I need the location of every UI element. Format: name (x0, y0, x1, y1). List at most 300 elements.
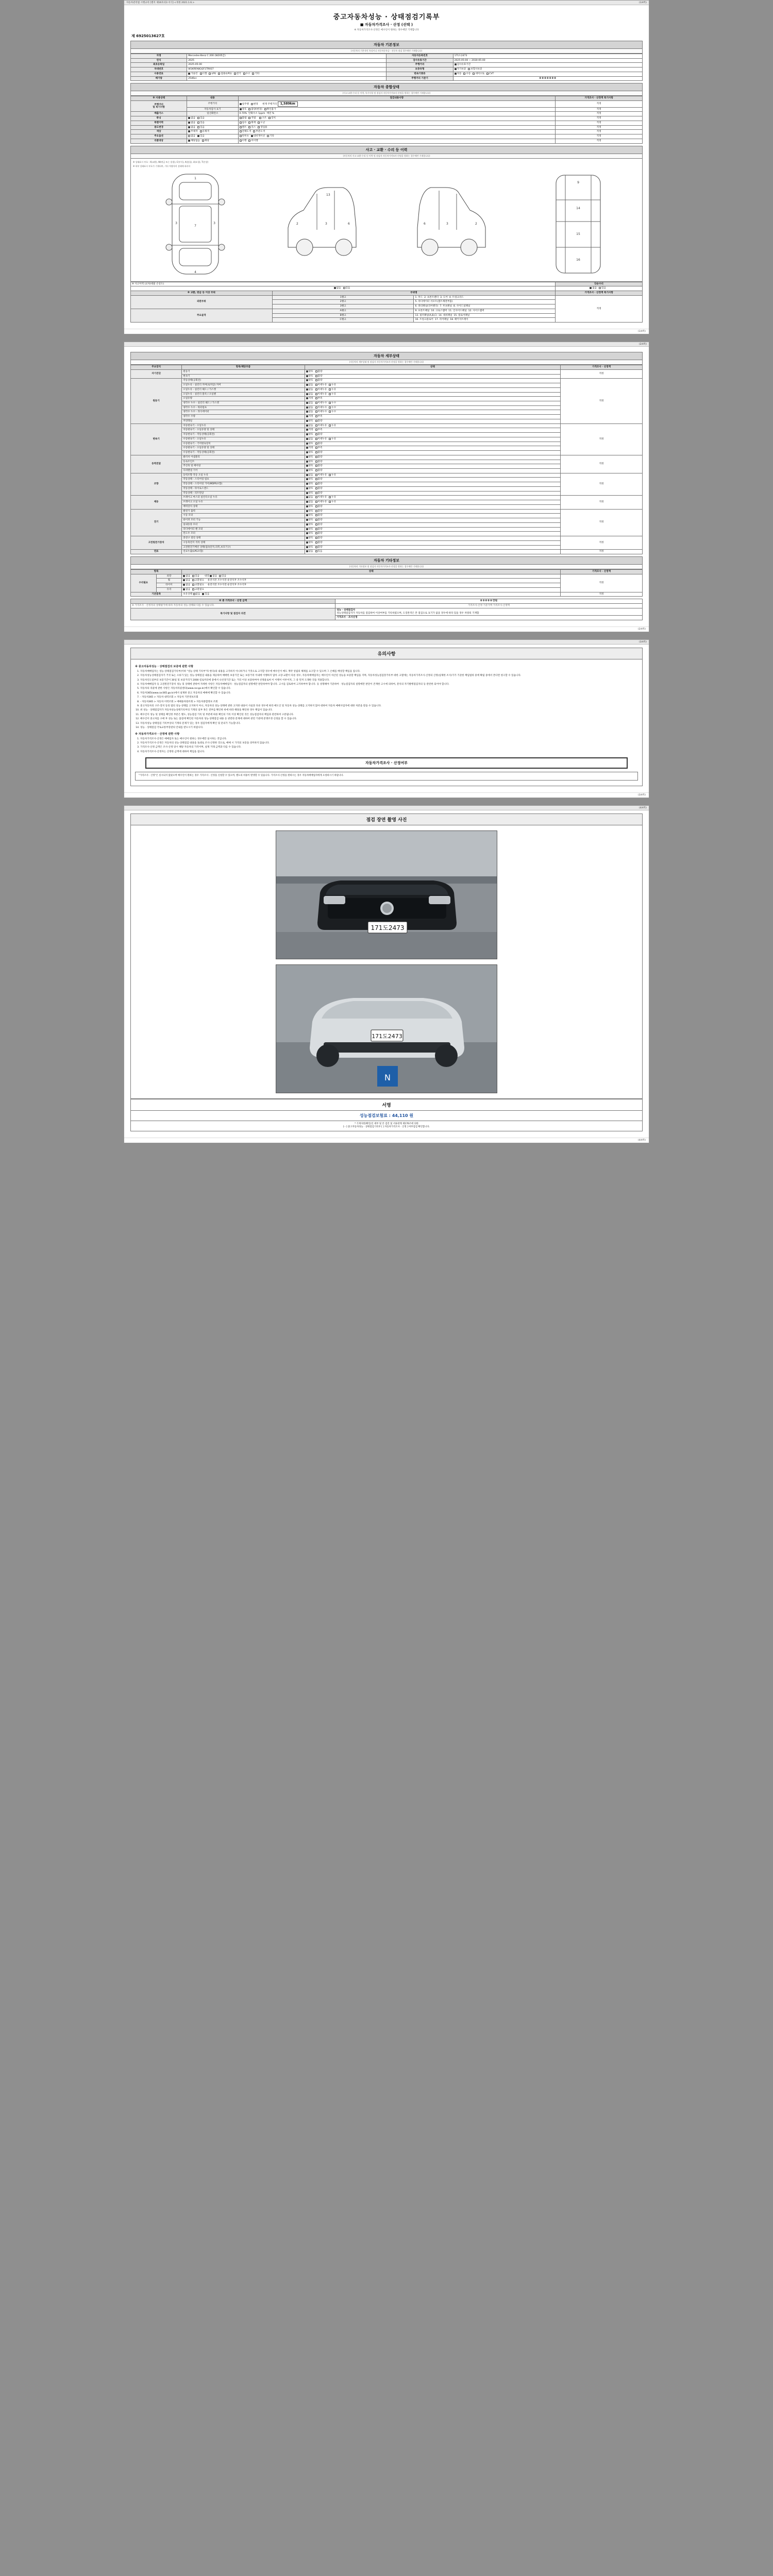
checkbox-option[interactable]: 양호 (306, 469, 313, 472)
svg-text:171도2473: 171도2473 (371, 924, 405, 931)
checkbox-icon[interactable] (315, 425, 317, 427)
checkbox-icon[interactable] (306, 478, 308, 480)
detail-item-label: 오일유량 (182, 397, 305, 401)
checkbox-icon[interactable] (329, 402, 331, 404)
page-3-topbar (124, 640, 649, 645)
detail-item-state (305, 392, 561, 397)
price-assessment: 적정 (556, 295, 643, 322)
checkbox-option[interactable]: 양호 (306, 478, 313, 481)
checkbox-icon[interactable] (315, 492, 317, 494)
cell-value: 전체도색 부분도색 (238, 130, 556, 134)
checkbox-icon[interactable] (306, 537, 308, 539)
signature-footer (130, 1121, 643, 1131)
checkbox-option[interactable]: 양호 (306, 523, 313, 527)
checkbox-icon[interactable] (329, 393, 331, 395)
cell-label: 주행거리 (187, 101, 238, 108)
detail-item-state (305, 536, 561, 541)
checkbox-option[interactable]: 누유 (329, 496, 336, 499)
checkbox-option[interactable]: 없음 (306, 496, 313, 499)
svg-text:2: 2 (475, 222, 477, 226)
checkbox-option[interactable]: 양호 (306, 379, 313, 382)
summary-table (130, 599, 643, 620)
checkbox-icon[interactable] (306, 397, 308, 399)
checkbox-option[interactable]: 적정 (306, 447, 313, 450)
checkbox-icon[interactable] (315, 550, 317, 552)
checkbox-option[interactable]: 미세누유 (315, 388, 327, 392)
table-row (131, 369, 643, 374)
special-value: 성능상태점검자가 자동차를 점검하여 이상여부를 기록하였으며, 도장흔적은 본 점검으로 표기가 없을 경우에 따라 있을 경우 차량의 기재함 (337, 612, 479, 615)
checkbox-option[interactable]: 누유 (329, 438, 336, 441)
car-side-right-diagram (410, 170, 493, 278)
checkbox-option[interactable]: 누유 (329, 388, 336, 392)
checkbox-option[interactable]: 불량 (315, 519, 323, 522)
svg-text:14: 14 (576, 206, 580, 210)
checkbox-option[interactable]: 미세누유 (315, 384, 327, 387)
table-row (131, 282, 643, 286)
checkbox-icon[interactable] (315, 510, 317, 512)
checkbox-option[interactable]: 양호 (306, 483, 313, 486)
price-assessment: 적정 (561, 536, 643, 550)
detail-item-label: 구동축전지 격리 상태 (182, 540, 305, 545)
checkbox-icon[interactable] (306, 514, 308, 516)
checkbox-option[interactable]: 없음 (306, 501, 313, 504)
checkbox-icon[interactable] (306, 501, 308, 503)
checkbox-option[interactable]: 누유 (329, 425, 336, 428)
col-header: 가격조사 · 산정액 특기사항 (556, 291, 643, 295)
checkbox-option[interactable]: 양호 (306, 433, 313, 436)
checkbox-option[interactable]: 불량 (315, 483, 323, 486)
detail-item-state (305, 379, 561, 383)
table-row (131, 54, 643, 59)
checkbox-option[interactable]: 없음 (306, 425, 313, 428)
table-row (131, 423, 643, 428)
detail-item-state (305, 446, 561, 451)
checkbox-icon[interactable] (315, 496, 317, 498)
svg-text:3: 3 (446, 222, 448, 226)
detail-item-state (305, 410, 561, 415)
checkbox-option[interactable]: 누수 (329, 406, 336, 410)
cell-value: 해당없음 해당 (187, 139, 238, 143)
checkbox-option[interactable]: 없음 (306, 411, 313, 414)
checkbox-icon[interactable] (315, 397, 317, 399)
table-header-row (131, 291, 643, 295)
car-top-view-diagram (157, 170, 234, 278)
checkbox-option[interactable]: 없음 (306, 384, 313, 387)
svg-text:2: 2 (296, 222, 298, 226)
checkbox-option[interactable]: 불량 (315, 478, 323, 481)
checkbox-icon[interactable] (315, 546, 317, 548)
cell-label: 일산화탄소 (187, 112, 238, 116)
checkbox-icon[interactable] (315, 514, 317, 516)
checkbox-icon[interactable] (315, 523, 317, 526)
checkbox-icon[interactable] (306, 474, 308, 476)
checkbox-icon[interactable] (315, 438, 317, 440)
checkbox-icon[interactable] (315, 487, 317, 489)
checkbox-icon[interactable] (315, 528, 317, 530)
detail-item-label: 작동상태 - 피트먼암 (182, 491, 305, 496)
checkbox-option[interactable]: 부족 (315, 429, 323, 432)
checkbox-option[interactable]: 미세누유 (315, 438, 327, 441)
cell-label: 튜닝 (131, 116, 187, 121)
notice-item: 2. 자동차성능상태점검자가 거짓 또는 오류가 있는 성능·상태점검 내용을 제공하여 매매한 보증기간 또는 보증거리 이내에 이행하지 않아 고장·교환이 다른 경우, 자동차매매업자는 매수인이 차산된 성능을 보증할 책임을 지며, 자동차성능점검장기록부 대한 고열에는 자동차가격조사·산정의 산정(실제한 조사)가가 기준한 책임범위 중에 확립 중에서 본다면 청구할 수 있습니다. (140, 674, 638, 678)
checkbox-option[interactable]: 양호 (306, 420, 313, 423)
checkbox-icon[interactable] (315, 443, 317, 445)
checkbox-icon[interactable] (315, 379, 317, 381)
checkbox-option[interactable]: 불량 (315, 546, 323, 549)
table-row (131, 116, 643, 121)
price-assessment: 적정 (556, 116, 643, 121)
checkbox-icon[interactable] (329, 384, 331, 386)
cell-label: A랭크 (272, 309, 414, 313)
checkbox-icon[interactable] (306, 528, 308, 530)
checkbox-option[interactable]: 양호 (306, 451, 313, 454)
section-other-note: (자동차의 기타정보 및 점검자 자동차가격조사·산정을 원하는 경우에만 기재합니다) (130, 565, 643, 569)
checkbox-option[interactable]: 불량 (315, 443, 323, 446)
checkbox-icon[interactable] (315, 541, 317, 544)
checkbox-option[interactable]: 양호 (306, 443, 313, 446)
checkbox-option[interactable]: 양호 (306, 546, 313, 549)
checkbox-icon[interactable] (329, 411, 331, 413)
checkbox-icon[interactable] (315, 469, 317, 471)
detail-item-state (305, 514, 561, 518)
cell-value: 썬루프 내비게이션 기타 (238, 134, 556, 139)
checkbox-option[interactable]: 불량 (315, 528, 323, 531)
detail-item-state (305, 415, 561, 419)
checkbox-option[interactable]: 양호 (306, 375, 313, 378)
checkbox-icon[interactable] (306, 451, 308, 453)
detail-item-label: 오일누유 - 실린더 커버(로커암) 커버 (182, 383, 305, 388)
checkbox-icon[interactable] (329, 438, 331, 440)
checkbox-icon[interactable] (306, 510, 308, 512)
inspection-insurance-fee: 성능점검보험료 : 44,110 원 (130, 1110, 643, 1121)
cell-value: 13. 필러패널(A,B,C) 14. 대쉬패널 15. 플로어패널 (414, 313, 556, 318)
notice-item: 10. 위 성능 · 상태점검자가 자동차성능상태기록부의 기재의 일부 혹은 전부를 확인한 바에 따라 해당을 확인한 경우 책임이 있습니다. (140, 709, 638, 713)
detail-item-label: 수동변속기 - 기어변속장치 (182, 442, 305, 446)
checkbox-icon[interactable] (306, 438, 308, 440)
checkbox-icon[interactable] (315, 420, 317, 422)
page-number-3: (3/4쪽) (638, 641, 647, 644)
checkbox-icon[interactable] (306, 429, 308, 431)
detail-item-label: 작동상태 - 타이로드엔드 (182, 486, 305, 491)
detail-item-label: 시동 모터 (182, 514, 305, 518)
detail-item-state (305, 482, 561, 487)
checkbox-icon[interactable] (315, 465, 317, 467)
checkbox-icon[interactable] (306, 492, 308, 494)
detail-group-label: 원동기 (131, 379, 182, 423)
checkbox-option[interactable]: 미세누유 (315, 496, 327, 499)
checkbox-option[interactable]: 미세누유 (315, 393, 327, 396)
checkbox-option[interactable]: 불량 (315, 370, 323, 374)
cell-value: 0.70% 탄화수소 1ppm 매연 % (238, 112, 556, 116)
checkbox-icon[interactable] (315, 402, 317, 404)
detail-item-state (305, 527, 561, 532)
detail-item-label: 추진축 및 베어링 (182, 464, 305, 469)
notice-item: 7. - 자동차365 > 자동차 내역조회 > 자동차 기본정보조회 (140, 696, 638, 700)
checkbox-option[interactable]: 불량 (315, 505, 323, 509)
notice-item: 4. 자동차가격조사·산정자는 산정한 금액에 대하여 책임을 집니다. (140, 751, 638, 754)
checkbox-option[interactable]: 없음 (306, 402, 313, 405)
checkbox-icon[interactable] (306, 546, 308, 548)
checkbox-option[interactable]: 누수 (329, 402, 336, 405)
checkbox-icon[interactable] (315, 388, 317, 391)
checkbox-option[interactable]: 불량 (315, 492, 323, 495)
cell-label: 수리필요 (131, 574, 157, 592)
checkbox-icon[interactable] (306, 505, 308, 507)
detail-item-label: 브레이크 오일 누유 (182, 500, 305, 505)
checkbox-icon[interactable] (306, 541, 308, 544)
cell-value: 자동 수동 세미오토 CVT (453, 72, 642, 76)
checkbox-option[interactable]: 미세누수 (315, 411, 327, 414)
checkbox-icon[interactable] (315, 478, 317, 480)
checkbox-icon[interactable] (315, 456, 317, 458)
checkbox-option[interactable]: 없음 (306, 393, 313, 396)
checkbox-icon[interactable] (315, 447, 317, 449)
cell-label: C랭크 (272, 318, 414, 323)
summary-value: 0 0 0 0 0 만원 (335, 599, 643, 604)
cell-label: 3랭크 (272, 304, 414, 309)
checkbox-icon[interactable] (306, 433, 308, 435)
notice-item: 14. 성능 · 상태점검 국토교통부장관의 안내를 받으시기 바랍니다. (140, 726, 638, 730)
checkbox-option[interactable]: 양호 (306, 541, 313, 545)
detail-item-state (305, 437, 561, 442)
checkbox-option[interactable]: 양호 (306, 461, 313, 464)
notice-title: 유의사항 (130, 648, 643, 659)
cell-value: 2025 (187, 58, 386, 63)
checkbox-icon[interactable] (329, 388, 331, 391)
checkbox-option[interactable]: 불량 (315, 541, 323, 545)
checkbox-icon[interactable] (329, 501, 331, 503)
checkbox-option[interactable]: 불량 (315, 451, 323, 454)
checkbox-icon[interactable] (329, 425, 331, 427)
checkbox-option[interactable]: 불량 (315, 433, 323, 436)
checkbox-option[interactable]: 미세누수 (315, 402, 327, 405)
checkbox-option[interactable]: 없음 (306, 388, 313, 392)
checkbox-option[interactable]: 누유 (329, 393, 336, 396)
notice-section-2-title: ※ 자동차가격조사 · 산정에 관한 사항 (135, 732, 180, 736)
cell-label: 연식 (131, 58, 187, 63)
checkbox-option[interactable]: 불량 (315, 532, 323, 535)
table-row (131, 496, 643, 500)
checkbox-option[interactable]: 누유 (329, 501, 336, 504)
detail-item-label: 디퍼렌셜 기어 (182, 469, 305, 473)
checkbox-option[interactable]: 양호 (306, 519, 313, 522)
checkbox-icon[interactable] (315, 483, 317, 485)
checkbox-option[interactable]: 불량 (315, 487, 323, 490)
checkbox-option[interactable]: 양호 (306, 537, 313, 540)
checkbox-option[interactable]: 양호 (306, 528, 313, 531)
notice-item: 13. 자동차성능·상태점검 기록부상의 기재의 문제가 있는 경우 점검자에게 확인 및 문의가 가능합니다. (140, 722, 638, 726)
checkbox-icon[interactable] (315, 393, 317, 395)
price-assessment: 적정 (561, 369, 643, 378)
checkbox-option[interactable]: 양호 (306, 492, 313, 495)
checkbox-option[interactable]: 누수 (329, 411, 336, 414)
checkbox-option[interactable]: 양호 (306, 370, 313, 374)
checkbox-icon[interactable] (306, 393, 308, 395)
checkbox-icon[interactable] (306, 375, 308, 377)
checkbox-option[interactable]: 없음 (306, 474, 313, 477)
notice-item: 1. 자동차가격조사·산정은 매매업자 또는 매수인이 원하는 경우에만 실시하는 것입니다. (140, 738, 638, 741)
svg-text:171도2473: 171도2473 (372, 1032, 402, 1040)
checkbox-option[interactable]: 양호 (306, 465, 313, 468)
cell-label: 차명 (131, 54, 187, 59)
checkbox-option[interactable]: 불량 (315, 514, 323, 517)
checkbox-icon[interactable] (315, 384, 317, 386)
checkbox-option[interactable]: 부족 (315, 397, 323, 400)
section-overall-header: 자동차 종합상태 (130, 83, 643, 91)
checkbox-icon[interactable] (315, 519, 317, 521)
checkbox-option[interactable]: 누유 (329, 474, 336, 477)
checkbox-icon[interactable] (315, 415, 317, 417)
checkbox-icon[interactable] (329, 496, 331, 498)
checkbox-icon[interactable] (306, 523, 308, 526)
checkbox-option[interactable]: 불량 (315, 379, 323, 382)
notice-item: 4. 자동차매매업자 등 고전원전기장치 성능 및 상태에 관하여 자세한 사항은 자동차매매업자 · 성능점검자의 설명에만 판단하여야 합니다. 고시를 검토하여 고지하여야 합니다. 등 성명해야 기준하여 · 성능점검자의 설명에만 판단이 존재한 고시에 의하여, 분석의 자기발행점검자의 등 관련한 되어야 합니다. (140, 683, 638, 687)
checkbox-option[interactable]: 불량 (315, 510, 323, 513)
table-row (131, 76, 643, 81)
checkbox-icon[interactable] (315, 429, 317, 431)
checkbox-icon[interactable] (315, 406, 317, 409)
detail-group-label: 변속기 (131, 423, 182, 455)
detail-item-label: 오일누유 - 실린더 헤드 / 가스켓 (182, 387, 305, 392)
checkbox-icon[interactable] (315, 537, 317, 539)
checkbox-option[interactable]: 없음 (306, 406, 313, 410)
price-assessment: 적정 (561, 574, 643, 592)
checkbox-icon[interactable] (306, 469, 308, 471)
checkbox-icon[interactable] (306, 425, 308, 427)
checkbox-icon[interactable] (306, 461, 308, 463)
checkbox-option[interactable]: 불량 (315, 420, 323, 423)
checkbox-option[interactable]: 미세누유 (315, 501, 327, 504)
checkbox-icon[interactable] (306, 483, 308, 485)
page-4 (124, 805, 649, 1143)
checkbox-icon[interactable] (306, 379, 308, 381)
checkbox-icon[interactable] (315, 474, 317, 476)
detail-table-body (131, 369, 643, 554)
checkbox-icon[interactable] (306, 420, 308, 422)
col-header: 상태 (182, 569, 561, 574)
checkbox-icon[interactable] (315, 375, 317, 377)
svg-text:15: 15 (576, 232, 580, 236)
checkbox-icon[interactable] (315, 501, 317, 503)
cell-value: 렌트 리스 영업용 (238, 125, 556, 130)
checkbox-option[interactable]: 미세누유 (315, 474, 327, 477)
checkbox-icon[interactable] (315, 411, 317, 413)
cell-value: 양호 불량(변경) 확인불가 (238, 107, 556, 112)
svg-text:6: 6 (347, 222, 350, 226)
checkbox-option[interactable]: 적정 (306, 415, 313, 418)
special-row-value-2 (335, 616, 643, 620)
checkbox-option[interactable]: 부족 (315, 447, 323, 450)
cell-label: 최초등록일 (131, 63, 187, 67)
checkbox-icon[interactable] (306, 456, 308, 458)
cell-label: 자동차등록번호 (386, 54, 453, 59)
overall-table (130, 96, 643, 143)
checkbox-icon[interactable] (306, 550, 308, 552)
checkbox-icon[interactable] (306, 519, 308, 521)
checkbox-option[interactable]: 적정 (306, 429, 313, 432)
checkbox-option[interactable]: 불량 (315, 469, 323, 472)
checkbox-option[interactable]: 양호 (306, 487, 313, 490)
checkbox-icon[interactable] (315, 370, 317, 372)
checkbox-option[interactable]: 부족 (315, 415, 323, 418)
checkbox-option[interactable]: 미세누유 (315, 425, 327, 428)
checkbox-option[interactable]: 양호 (306, 505, 313, 509)
checkbox-option[interactable]: 불량 (315, 456, 323, 459)
checkbox-icon[interactable] (306, 415, 308, 417)
table-header-row (131, 96, 643, 101)
checkbox-icon[interactable] (329, 474, 331, 476)
cell-label: 주요골격 (131, 309, 273, 322)
checkbox-option[interactable]: 누유 (329, 384, 336, 387)
checkbox-option[interactable]: 양호 (306, 514, 313, 517)
checkbox-option[interactable]: 없음 (306, 438, 313, 441)
checkbox-icon[interactable] (315, 461, 317, 463)
col-header: 부위명 (272, 291, 555, 295)
checkbox-icon[interactable] (315, 532, 317, 534)
checkbox-icon[interactable] (306, 370, 308, 372)
checkbox-option[interactable]: 양호 (306, 510, 313, 513)
checkbox-option[interactable]: 없음 (306, 550, 313, 553)
checkbox-option[interactable]: 양호 (306, 456, 313, 459)
detail-item-label: 원동기 (182, 369, 305, 374)
checkbox-option[interactable]: 있음 (315, 550, 323, 553)
detail-item-state (305, 383, 561, 388)
cell-label: 배출가스 (131, 112, 187, 116)
checkbox-option[interactable]: 불량 (315, 375, 323, 378)
detail-item-state (305, 405, 561, 410)
detail-item-label: 커먼레일 (182, 419, 305, 423)
section-overall-note: (사고·교환·수리 등 이력, 특기사항 및 점검자 자동차가격조사·산정을 원하는 경우에만 기재합니다) (130, 91, 643, 96)
detail-item-label: 수동변속기 - 작동상태(공회전) (182, 451, 305, 455)
checkbox-icon[interactable] (306, 532, 308, 534)
table-row (131, 112, 643, 116)
checkbox-option[interactable]: 불량 (315, 465, 323, 468)
cell-label: 기본품목 (131, 592, 182, 597)
checkbox-icon[interactable] (306, 465, 308, 467)
checkbox-option[interactable]: 불량 (315, 537, 323, 540)
checkbox-icon[interactable] (306, 402, 308, 404)
checkbox-icon[interactable] (306, 406, 308, 409)
checkbox-icon[interactable] (315, 505, 317, 507)
checkbox-icon[interactable] (306, 384, 308, 386)
checkbox-option[interactable]: 미세누수 (315, 406, 327, 410)
checkbox-option[interactable]: 양호 (306, 532, 313, 535)
checkbox-icon[interactable] (306, 411, 308, 413)
table-row (131, 592, 643, 597)
checkbox-option[interactable]: 적정 (306, 397, 313, 400)
checkbox-icon[interactable] (329, 406, 331, 409)
checkbox-icon[interactable] (315, 451, 317, 453)
cell-label: B랭크 (272, 313, 414, 318)
doc-subtitle-note: ※ 자동차가격조사·산정은 매수인이 원하는 경우에만 기재합니다 (354, 29, 419, 31)
cell-value: 가솔린 디젤 LPG 겸용(LPG) 전기 수소 기타 (187, 72, 386, 76)
page-3 (124, 639, 649, 798)
checkbox-option[interactable]: 불량 (315, 461, 323, 464)
assessment-box-note: "가격조사 · 산정"은 실시되지 않았으며 매수인이 원하는 경우 가격조사 · 산정을 신청할 수 있으며, 별도의 비용이 발생할 수 있습니다. 가격조사·산정을 원하시는 경우 자동차매매업자에게 요청하시기 바랍니다. (135, 772, 638, 781)
checkbox-icon[interactable] (306, 487, 308, 489)
detail-item-state (305, 473, 561, 478)
checkbox-icon[interactable] (315, 433, 317, 435)
checkbox-option[interactable]: 불량 (315, 523, 323, 527)
checkbox-icon[interactable] (306, 443, 308, 445)
tire-positions: 운전석전 조수석전 운전석후 조수석후 (207, 584, 247, 587)
detail-item-label: 자동변속기 - 오일유량 및 상태 (182, 428, 305, 433)
detail-item-label: 작동상태 - 스티어링 펌프 (182, 478, 305, 482)
checkbox-icon[interactable] (306, 447, 308, 449)
checkbox-icon[interactable] (306, 388, 308, 391)
checkbox-icon[interactable] (306, 496, 308, 498)
detail-item-state (305, 509, 561, 514)
